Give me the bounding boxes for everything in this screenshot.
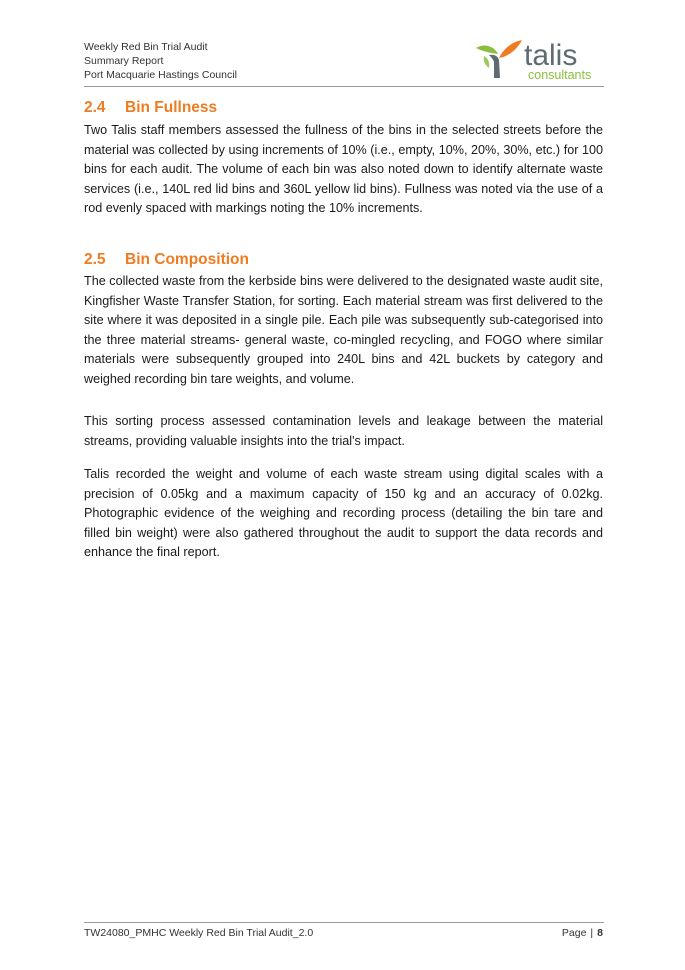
footer-page-number: 8 (597, 927, 603, 939)
paragraph-bin-composition-2: This sorting process assessed contamination levels and leakage between the material streams, providing valuable insights into the trial's impact. (84, 414, 603, 448)
page-header (84, 40, 604, 88)
svg-text:consultants: consultants (528, 68, 592, 82)
section-heading-bin-composition (84, 251, 249, 269)
footer-divider (84, 922, 604, 923)
footer-page-indicator (562, 927, 603, 939)
header-text-block (84, 40, 237, 82)
footer-document-reference: TW24080_PMHC Weekly Red Bin Trial Audit_2.0 (84, 927, 314, 939)
header-divider (84, 86, 604, 87)
footer-separator: | (590, 927, 594, 939)
footer-page-label: Page (561, 927, 587, 939)
talis-logo (472, 34, 604, 84)
header-report-subtitle: Summary Report (84, 55, 164, 67)
header-report-title: Weekly Red Bin Trial Audit (84, 41, 208, 53)
section-number: 2.4 (84, 99, 106, 116)
paragraph-bin-composition-3: Talis recorded the weight and volume of each waste stream using digital scales with a precision of 0.05kg and a maximum capacity of 150 kg and an accuracy of 0.02kg. Photographic evidence of the weighing and recording process (detailing the bin tare and filled bin weight) were also gathered throughout the audit to support the data records and enhance the final report. (84, 467, 603, 559)
paragraph-bin-fullness: Two Talis staff members assessed the fullness of the bins in the selected streets before the material was collected by using increments of 10% (i.e., empty, 10%, 20%, 30%, etc.) for 100 bins for each audit. The volume of each bin was also noted down to identify alternate waste services (i.e., 140L red lid bins and 360L yellow lid bins). Fullness was noted via the use of a rod evenly spaced with markings noting the 10% increments. (84, 123, 603, 215)
paragraph-bin-composition-1: The collected waste from the kerbside bins were delivered to the designated waste audit site, Kingfisher Waste Transfer Station, for sorting. Each material stream was first delivered to the site where it was deposited in a single pile. Each pile was subsequently sub-categorised into the three material streams- general waste, co-mingled recycling, and FOGO where similar materials were subsequently grouped into 240L bins and 42L buckets by category and weighed recording bin tare weights, and volume. (84, 274, 603, 386)
section-heading-bin-fullness (84, 99, 217, 117)
header-client-name: Port Macquarie Hastings Council (84, 69, 237, 81)
section-title: Bin Fullness (125, 99, 218, 116)
section-number: 2.5 (84, 251, 106, 268)
svg-text:talis: talis (524, 39, 578, 72)
section-title: Bin Composition (125, 251, 249, 268)
talis-leaf-logo-icon (472, 34, 604, 84)
